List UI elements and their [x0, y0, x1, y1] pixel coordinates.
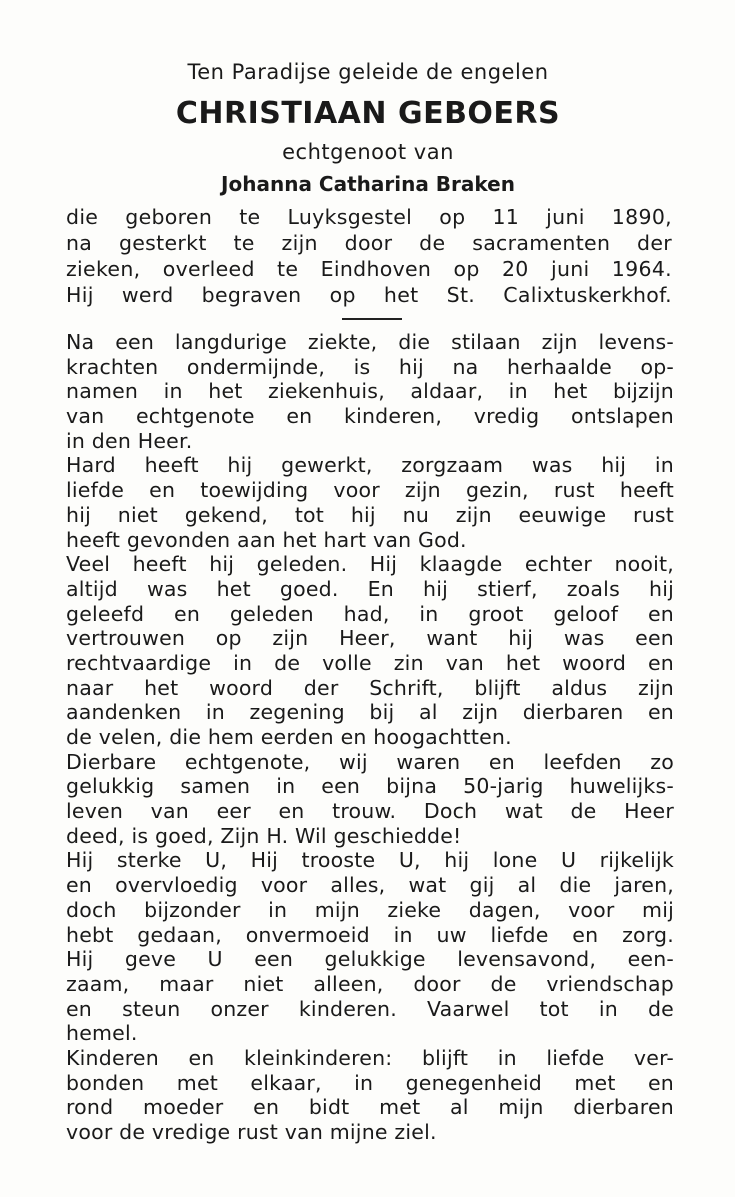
biographical-line: na gesterkt te zijn door de sacramenten der — [66, 231, 672, 255]
memorial-text-line: Kinderen en kleinkinderen: blijft in liefde ver- — [66, 1045, 674, 1070]
memorial-text-line: Veel heeft hij geleden. Hij klaagde echter nooit, — [66, 552, 674, 577]
memorial-text-line: van echtgenote en kinderen, vredig ontslapen — [66, 404, 674, 429]
memorial-text-line: Hard heeft hij gewerkt, zorgzaam was hij in — [66, 453, 674, 478]
memorial-text-line: heeft gevonden aan het hart van God. — [66, 527, 467, 552]
biographical-line: zieken, overleed te Eindhoven op 20 juni 1964. — [66, 257, 672, 281]
memorial-text-line: zaam, maar niet alleen, door de vriendschap — [66, 971, 674, 996]
intro-line: Ten Paradijse geleide de engelen — [187, 60, 549, 84]
memorial-text-line: liefde en toewijding voor zijn gezin, rust heeft — [66, 478, 674, 503]
memorial-text-line: altijd was het goed. En hij stierf, zoals hij — [66, 576, 674, 601]
memorial-text-line: gelukkig samen in een bijna 50-jarig huwelijks- — [66, 774, 674, 799]
memorial-text-line: doch bijzonder in mijn zieke dagen, voor mij — [66, 897, 674, 922]
memorial-text-line: voor de vredige rust van mijne ziel. — [66, 1120, 437, 1144]
memorial-text-line: rond moeder en bidt met al mijn dierbaren — [66, 1095, 674, 1120]
spouse-intro: echtgenoot van — [282, 140, 454, 164]
memorial-text-line: namen in het ziekenhuis, aldaar, in het bijzijn — [66, 379, 674, 404]
memorial-text-line: Na een langdurige ziekte, die stilaan zijn levens- — [66, 330, 674, 354]
memorial-text-line: geleefd en geleden had, in groot geloof en — [66, 601, 674, 626]
deceased-name: CHRISTIAAN GEBOERS — [175, 96, 561, 131]
memorial-text-line: naar het woord der Schrift, blijft aldus zijn — [66, 675, 674, 700]
memorial-text-line: hebt gedaan, onvermoeid in uw liefde en zorg. — [66, 922, 674, 947]
memorial-text-line: in den Heer. — [66, 428, 193, 453]
memorial-text-line: de velen, die hem eerden en hoogachtten. — [66, 725, 512, 749]
memorial-text-line: krachten ondermijnde, is hij na herhaalde op- — [66, 354, 674, 379]
divider-rule — [342, 318, 402, 320]
memorial-text-line: en overvloedig voor alles, wat gij al die jaren, — [66, 873, 674, 898]
memorial-text-line: en steun onzer kinderen. Vaarwel tot in de — [66, 996, 674, 1021]
spouse-name: Johanna Catharina Braken — [221, 172, 515, 196]
memorial-text — [66, 330, 674, 1145]
biographical-paragraph — [66, 204, 672, 308]
memorial-text-line: hij niet gekend, tot hij nu zijn eeuwige rust — [66, 502, 674, 527]
memorial-text-line: Dierbare echtgenote, wij waren en leefden zo — [66, 749, 674, 774]
biographical-line: Hij werd begraven op het St. Calixtuskerkhof. — [66, 283, 672, 307]
memorial-text-line: Hij sterke U, Hij trooste U, hij lone U rijkelijk — [66, 848, 674, 873]
memorial-text-line: leven van eer en trouw. Doch wat de Heer — [66, 799, 674, 824]
memorial-text-line: hemel. — [66, 1021, 138, 1046]
memorial-text-line: aandenken in zegening bij al zijn dierbaren en — [66, 700, 674, 725]
memorial-text-line: vertrouwen op zijn Heer, want hij was een — [66, 626, 674, 651]
memorial-text-line: deed, is goed, Zijn H. Wil geschiedde! — [66, 823, 462, 848]
memorial-text-line: rechtvaardige in de volle zin van het woord en — [66, 650, 674, 675]
biographical-line: die geboren te Luyksgestel op 11 juni 1890, — [66, 205, 672, 229]
memorial-text-line: bonden met elkaar, in genegenheid met en — [66, 1070, 674, 1095]
memorial-text-line: Hij geve U een gelukkige levensavond, een- — [66, 947, 674, 972]
